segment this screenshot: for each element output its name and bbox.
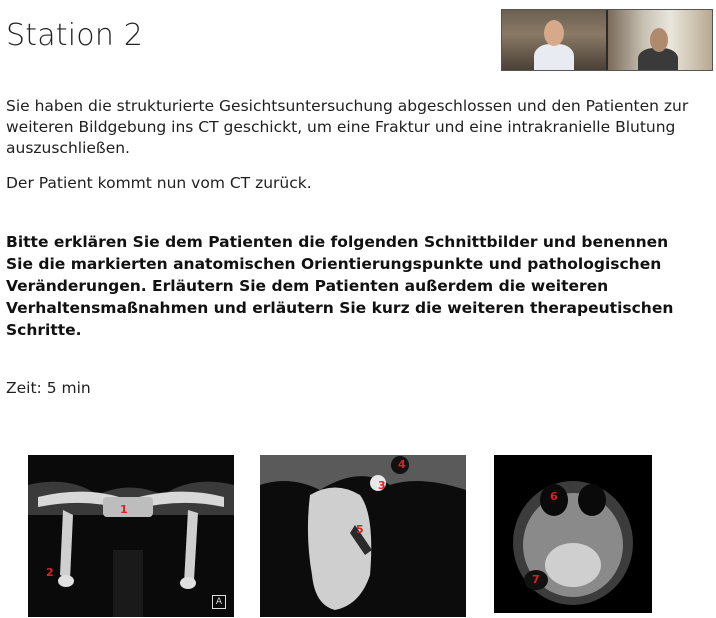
video-tile-participant-1[interactable] (502, 10, 606, 70)
ct1-marker-2: 2 (46, 566, 54, 579)
ct2-marker-3: 3 (378, 479, 386, 492)
ct1-corner-label: A (212, 595, 226, 609)
ct-coronal-drawing (28, 455, 234, 617)
participant-1-head (544, 20, 564, 46)
ct3-marker-6: 6 (550, 490, 558, 503)
ct-sagittal-drawing (260, 455, 466, 617)
ct2-marker-5: 5 (356, 523, 364, 536)
participant-2-head (650, 28, 668, 52)
time-limit: Zeit: 5 min (6, 379, 91, 397)
ct-image-axial (494, 455, 652, 613)
ct-axial-drawing (494, 455, 652, 613)
video-tile-participant-2[interactable] (608, 10, 712, 70)
ct3-marker-7: 7 (532, 573, 540, 586)
ct-image-coronal (28, 455, 234, 617)
ct1-marker-1: 1 (120, 503, 128, 516)
status-paragraph: Der Patient kommt nun vom CT zurück. (6, 174, 312, 192)
video-call-thumbnails[interactable] (501, 9, 713, 71)
slide-title: Station 2 (6, 18, 144, 53)
ct-image-sagittal (260, 455, 466, 617)
intro-paragraph: Sie haben die strukturierte Gesichtsuntersuchung abgeschlossen und den Patienten zur weiteren Bildgebung ins CT geschickt, um eine Fraktur und eine intrakranielle Blutung auszuschließen. (6, 97, 689, 157)
task-instructions: Bitte erklären Sie dem Patienten die folgenden Schnittbilder und benennen Sie die markierten anatomischen Orientierungspunkte und pathologischen Veränderungen. Erläutern Sie dem Patienten außerdem die weiteren Verhaltensmaßnahmen und erläutern Sie kurz die weiteren therapeutischen Schritte. (6, 233, 674, 339)
ct2-marker-4: 4 (398, 458, 406, 471)
participant-1-body (534, 44, 574, 70)
